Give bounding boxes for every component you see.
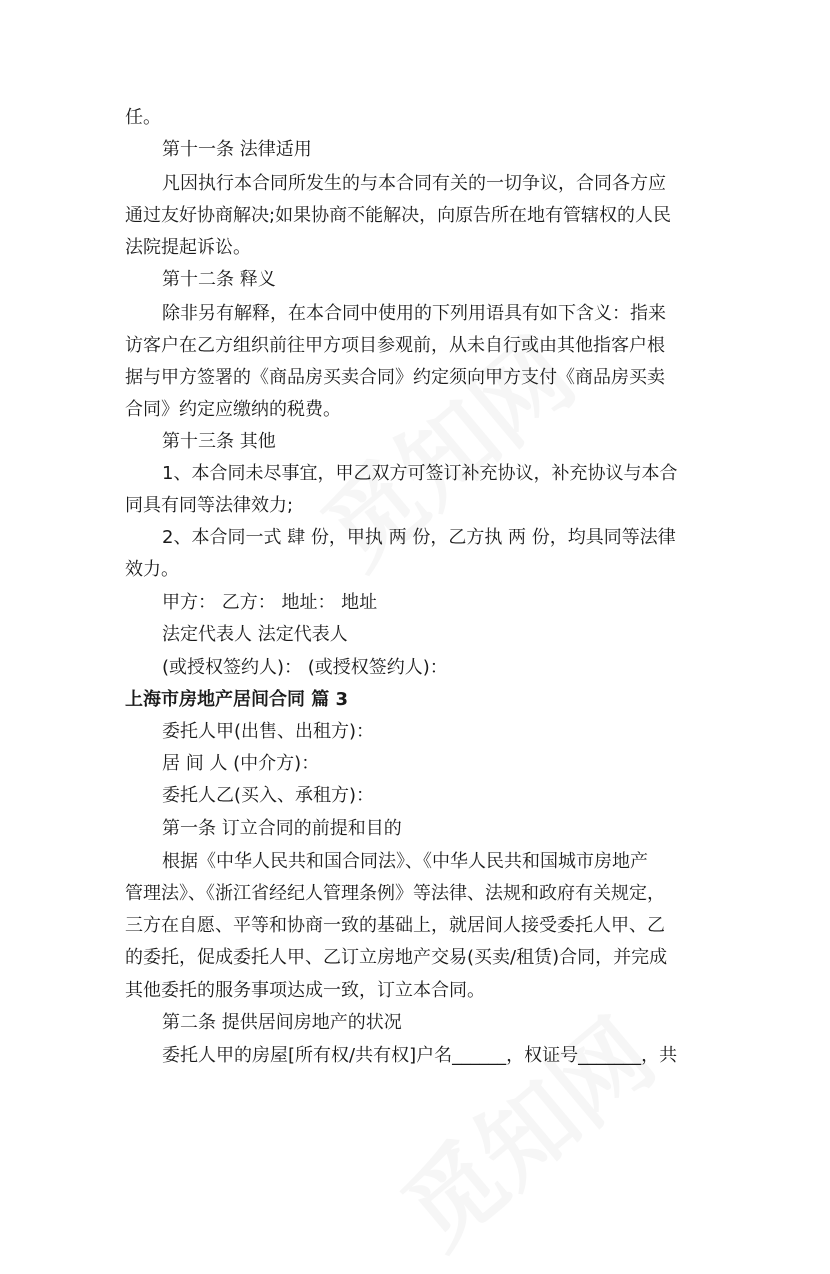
text-line: 根据《中华人民共和国合同法》、《中华人民共和国城市房地产 (162, 851, 648, 872)
party-line: 委托人甲(出售、出租方)： (162, 721, 375, 742)
article-heading: 第一条 订立合同的前提和目的 (162, 818, 402, 839)
text-line: 1、本合同未尽事宜，甲乙双方可签订补充协议，补充协议与本合 (162, 463, 678, 484)
text-line: 访客户在乙方组织前往甲方项目参观前，从未自行或由其他指客户根 (125, 335, 665, 356)
text-line: 委托人甲的房屋[所有权/共有权]户名______，权证号_______，共 (162, 1045, 678, 1066)
text-line: 据与甲方签署的《商品房买卖合同》约定须向甲方支付《商品房买卖 (125, 367, 665, 388)
text-line: 法院提起诉讼。 (125, 237, 251, 258)
signature-line: (或授权签约人)： (或授权签约人)： (162, 657, 448, 678)
text-line: 合同》约定应缴纳的税费。 (125, 399, 341, 420)
text-line: 2、本合同一式 肆 份，甲执 两 份，乙方执 两 份，均具同等法律 (162, 527, 676, 548)
text-line: 凡因执行本合同所发生的与本合同有关的一切争议，合同各方应 (162, 173, 666, 194)
article-heading: 第十二条 释义 (162, 269, 276, 290)
watermark (370, 983, 679, 1273)
section-title: 上海市房地产居间合同 篇 3 (125, 689, 349, 710)
article-heading: 第二条 提供居间房地产的状况 (162, 1012, 402, 1033)
text-line: 三方在自愿、平等和协商一致的基础上，就居间人接受委托人甲、乙 (125, 915, 665, 936)
text-line: 通过友好协商解决;如果协商不能解决，向原告所在地有管辖权的人民 (125, 205, 672, 226)
text-line: 任。 (125, 107, 161, 128)
article-heading: 第十一条 法律适用 (162, 139, 312, 160)
text-line: 管理法》、《浙江省经纪人管理条例》等法律、法规和政府有关规定， (125, 883, 665, 904)
party-line: 居 间 人 (中介方)： (162, 753, 320, 774)
text-line: 同具有同等法律效力; (125, 495, 294, 516)
signature-line: 甲方： 乙方： 地址： 地址 (162, 592, 378, 613)
article-heading: 第十三条 其他 (162, 431, 276, 452)
text-line: 其他委托的服务事项达成一致，订立本合同。 (125, 980, 485, 1001)
text-line: 除非另有解释，在本合同中使用的下列用语具有如下含义：指来 (162, 303, 666, 324)
text-line: 的委托，促成委托人甲、乙订立房地产交易(买卖/租赁)合同，并完成 (125, 947, 668, 968)
party-line: 委托人乙(买入、承租方)： (162, 785, 375, 806)
signature-line: 法定代表人 法定代表人 (162, 624, 348, 645)
text-line: 效力。 (125, 559, 179, 580)
